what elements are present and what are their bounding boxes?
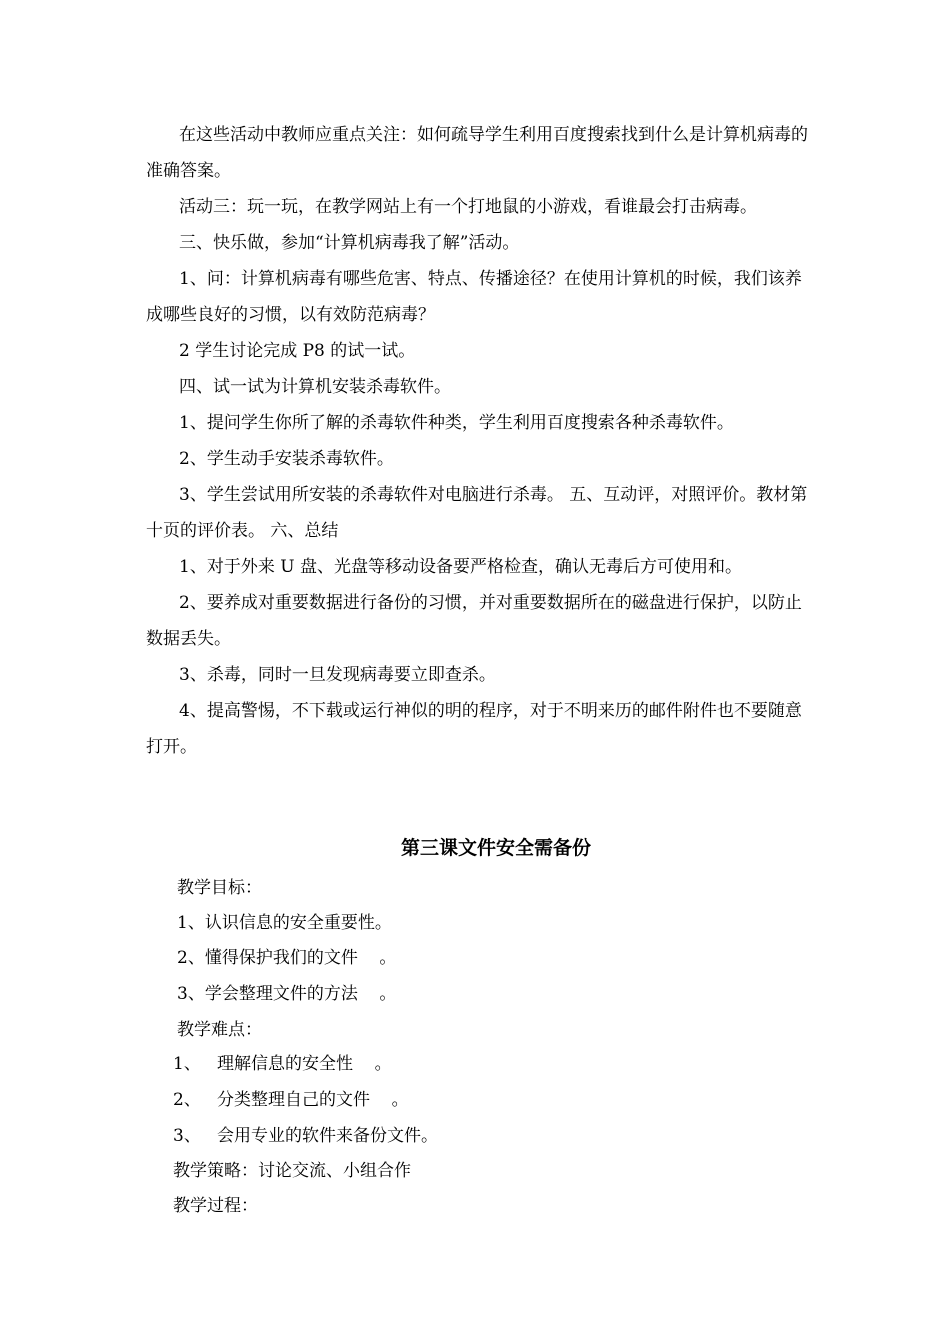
difficulty-heading: 教学难点： [177,1020,262,1040]
goal-item-3: 3、学会整理文件的方法 。 [177,984,397,1004]
difficulty-item-3: 3、 会用专业的软件来备份文件。 [173,1126,439,1146]
paragraph-activity-three: 活动三：玩一玩，在教学网站上有一个打地鼠的小游戏，看谁最会打击病毒。 [179,197,757,217]
goal-item-1: 1、认识信息的安全重要性。 [177,913,392,933]
paragraph-summary-3: 3、杀毒，同时一旦发现病毒要立即查杀。 [179,665,496,685]
paragraph-summary-2: 2、要养成对重要数据进行备份的习惯，并对重要数据所在的磁盘进行保护，以防止数据丢失。 [146,593,802,649]
difficulty-item-2: 2、 分类整理自己的文件 。 [173,1090,409,1110]
paragraph-teacher-focus: 在这些活动中教师应重点关注：如何疏导学生利用百度搜索找到什么是计算机病毒的准确答案。 [146,125,808,181]
teaching-strategy: 教学策略：讨论交流、小组合作 [173,1161,411,1181]
difficulty-item-1: 1、 理解信息的安全性 。 [173,1054,392,1074]
paragraph-section-four: 四、试一试为计算机安装杀毒软件。 [179,377,451,397]
teaching-process-heading: 教学过程： [173,1196,258,1216]
paragraph-section-three: 三、快乐做，参加“计算机病毒我了解”活动。 [179,233,520,253]
paragraph-summary-4: 4、提高警惕，不下载或运行神似的明的程序，对于不明来历的邮件附件也不要随意打开。 [146,701,802,757]
paragraph-question: 1、问：计算机病毒有哪些危害、特点、传播途径？在使用计算机的时候，我们该养成哪些良好的习惯，以有效防范病毒？ [146,269,802,325]
paragraph-discussion: 2 学生讨论完成 P8 的试一试。 [179,341,416,361]
goal-item-2: 2、懂得保护我们的文件 。 [177,948,397,968]
paragraph-try-and-summary: 3、学生尝试用所安装的杀毒软件对电脑进行杀毒。 五、互动评，对照评价。教材第十页的评价表。 六、总结 [146,485,808,541]
paragraph-summary-1: 1、对于外来 U 盘、光盘等移动设备要严格检查，确认无毒后方可使用和。 [179,557,742,577]
goals-heading: 教学目标： [177,878,262,898]
paragraph-antivirus-types: 1、提问学生你所了解的杀毒软件种类，学生利用百度搜索各种杀毒软件。 [179,413,734,433]
lesson-title: 第三课文件安全需备份 [400,837,591,859]
paragraph-install: 2、学生动手安装杀毒软件。 [179,449,394,469]
